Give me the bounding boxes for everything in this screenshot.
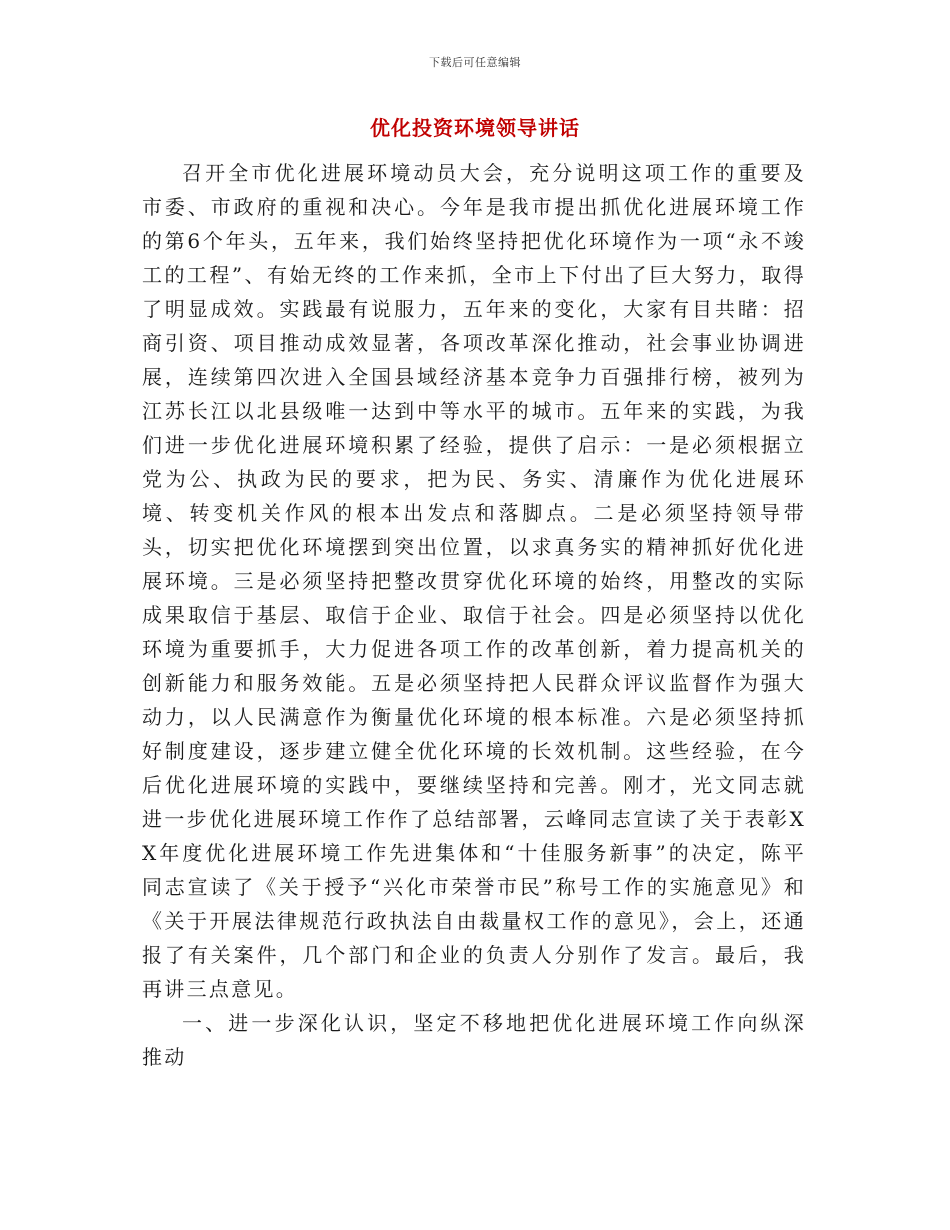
document-body [142,156,806,1074]
paragraph-section-heading: 一、进一步深化认识，坚定不移地把优化进展环境工作向纵深推动 [142,1011,806,1069]
page-header: 下载后可任意编辑 [429,56,521,69]
document-title: 优化投资环境领导讲话 [370,116,580,140]
paragraph-intro: 召开全市优化进展环境动员大会，充分说明这项工作的重要及市委、市政府的重视和决心。今年是我市提出抓优化进展环境工作的第6个年头，五年来，我们始终坚持把优化环境作为一项“永不竣工的工程”、有始无终的工作来抓，全市上下付出了巨大努力，取得了明显成效。实践最有说服力，五年来的变化，大家有目共睹：招商引资、项目推动成效显著，各项改革深化推动，社会事业协调进展，连续第四次进入全国县域经济基本竞争力百强排行榜，被列为江苏长江以北县级唯一达到中等水平的城市。五年来的实践，为我们进一步优化进展环境积累了经验，提供了启示：一是必须根据立党为公、执政为民的要求，把为民、务实、清廉作为优化进展环境、转变机关作风的根本出发点和落脚点。二是必须坚持领导带头，切实把优化环境摆到突出位置，以求真务实的精神抓好优化进展环境。三是必须坚持把整改贯穿优化环境的始终，用整改的实际成果取信于基层、取信于企业、取信于社会。四是必须坚持以优化环境为重要抓手，大力促进各项工作的改革创新，着力提高机关的创新能力和服务效能。五是必须坚持把人民群众评议监督作为强大动力，以人民满意作为衡量优化环境的根本标准。六是必须坚持抓好制度建设，逐步建立健全优化环境的长效机制。这些经验，在今后优化进展环境的实践中，要继续坚持和完善。刚才，光文同志就进一步优化进展环境工作作了总结部署，云峰同志宣读了关于表彰XX年度优化进展环境工作先进集体和“十佳服务新事”的决定，陈平同志宣读了《关于授予“兴化市荣誉市民”称号工作的实施意见》和《关于开展法律规范行政执法自由裁量权工作的意见》，会上，还通报了有关案件，几个部门和企业的负责人分别作了发言。最后，我再讲三点意见。 [142,161,806,1001]
